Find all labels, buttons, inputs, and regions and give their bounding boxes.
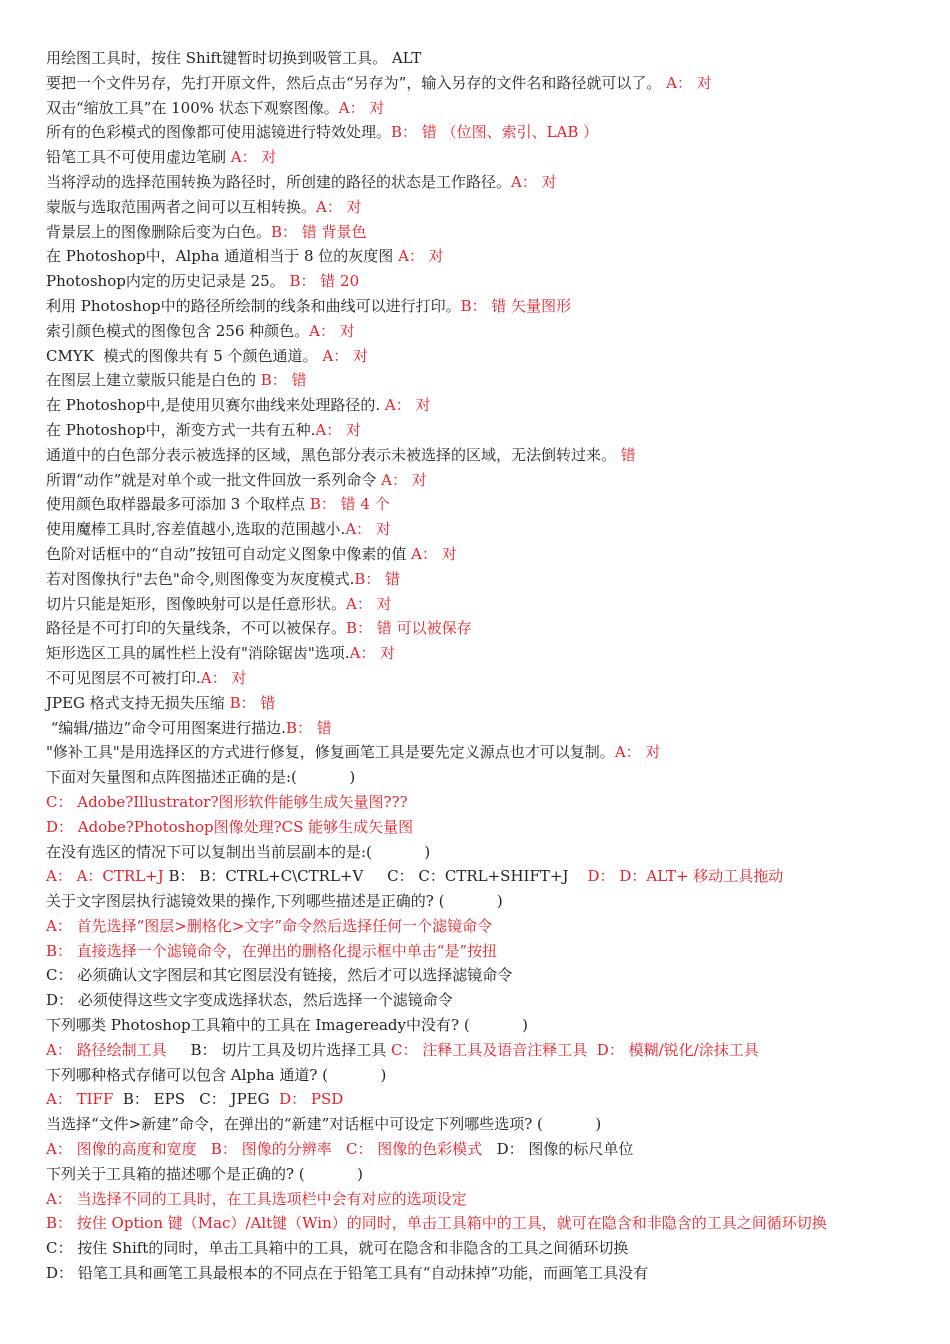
answer-text: B： 错 可以被保存 [346,619,472,638]
answer-text: B： 错 4 个 [309,495,390,514]
question-text: 背景层上的图像删除后变为白色。 [46,222,272,241]
answer-text: A： 对 [346,594,392,613]
answer-text: B： 错 [229,693,276,712]
question-text: 双击“缩放工具”在 100% 状态下观察图像。 [46,98,339,117]
text-line [46,666,926,691]
answer-text: C： 注释工具及语音注释工具 D： 模糊/锐化/涂抹工具 [391,1040,759,1059]
text-line [46,1038,926,1063]
answer-text: B： 错 （位图、索引、LAB ） [391,123,599,142]
question-text: 在图层上建立蒙版只能是白色的 [46,371,261,390]
text-line [46,1137,926,1162]
text-line [46,790,926,815]
text-line [46,46,926,71]
question-text: C： 必须确认文字图层和其它图层没有链接，然后才可以选择滤镜命令 [46,966,513,985]
document-page [46,46,926,1286]
question-text: D： 图像的标尺单位 [496,1140,634,1159]
text-line [46,1013,926,1038]
question-text: 当选择“文件>新建”命令，在弹出的“新建”对话框中可设定下列哪些选项? ( ) [46,1115,602,1134]
text-line [46,1187,926,1212]
question-text: “编辑/描边”命令可用图案进行描边. [46,718,286,737]
question-text: 下面对矢量图和点阵图描述正确的是:( ) [46,768,356,787]
text-line [46,815,926,840]
answer-text: A： 对 [338,98,385,117]
answer-text: A： 对 [349,644,396,663]
answer-text: B： 错 矢量图形 [460,296,572,315]
question-text: 下列关于工具箱的描述哪个是正确的? ( ) [46,1164,363,1183]
question-text: 要把一个文件另存，先打开原文件，然后点击“另存为”，输入另存的文件名和路径就可以了。 [46,73,667,92]
question-text: 若对图像执行"去色"命令,则图像变为灰度模式. [46,569,355,588]
answer-text: B： 错 [354,569,401,588]
answer-text: D： PSD [279,1090,344,1109]
text-line [46,691,926,716]
answer-text: A： 对 [511,172,557,191]
text-line [46,344,926,369]
answer-text: B： 直接选择一个滤镜命令，在弹出的删格化提示框中单击“是”按扭 [46,941,498,960]
text-line [46,294,926,319]
answer-text: D： D：ALT+ 移动工具拖动 [587,867,784,886]
question-text: 通道中的白色部分表示被选择的区域，黑色部分表示未被选择的区域，无法倒转过来。 [46,445,621,464]
question-text: 蒙版与选取范围两者之间可以互相转换。 [46,197,317,216]
text-line [46,468,926,493]
answer-text: B： 错 20 [289,272,360,291]
text-line [46,963,926,988]
text-line [46,1162,926,1187]
answer-text: A： 对 [200,668,247,687]
answer-text: A： 对 [614,743,661,762]
text-line [46,1112,926,1137]
question-text: 利用 Photoshop中的路径所绘制的线条和曲线可以进行打印。 [46,296,461,315]
answer-text: A： TIFF [46,1090,123,1109]
text-line [46,71,926,96]
text-line [46,220,926,245]
text-line [46,567,926,592]
answer-text: A： 对 [381,470,427,489]
question-text: B： EPS C： JPEG [122,1090,280,1109]
question-text: "修补工具"是用选择区的方式进行修复，修复画笔工具是要先定义源点也才可以复制。 [46,743,615,762]
text-line [46,269,926,294]
text-line [46,988,926,1013]
question-text: Photoshop内定的历史记录是 25。 [46,272,290,291]
question-text: C： 按住 Shift的同时，单击工具箱中的工具，就可在隐含和非隐含的工具之间循环切换 [46,1239,629,1258]
question-text: 不可见图层不可被打印. [46,668,201,687]
question-text: 色阶对话框中的“自动”按钮可自动定义图象中像素的值 [46,544,412,563]
question-text: 在 Photoshop中,是使用贝赛尔曲线来处理路径的. [46,396,385,415]
text-line [46,641,926,666]
answer-text: A： 对 [345,520,391,539]
question-text: 在 Photoshop中，Alpha 通道相当于 8 位的灰度图 [46,247,399,266]
text-line [46,145,926,170]
answer-text: A： 对 [322,346,368,365]
text-line [46,592,926,617]
answer-text: A： 对 [398,247,444,266]
text-line [46,517,926,542]
question-text: D： 铅笔工具和画笔工具最根本的不同点在于铅笔工具有“自动抹掉”功能，而画笔工具没有 [46,1264,649,1283]
question-text: 使用颜色取样器最多可添加 3 个取样点 [46,495,310,514]
question-text: JPEG 格式支持无损失压缩 [46,693,230,712]
question-text: 关于文字图层执行滤镜效果的操作,下列哪些描述是正确的? ( ) [46,892,503,911]
answer-text: A： 对 [315,420,361,439]
text-line [46,1087,926,1112]
answer-text: A： 图像的高度和宽度 B： 图像的分辨率 C： 图像的色彩模式 [46,1140,497,1159]
text-line [46,616,926,641]
answer-text: 错 [620,445,636,464]
question-text: CMYK 模式的图像共有 5 个颜色通道。 [46,346,323,365]
question-text: B： B：CTRL+C\CTRL+V C： C：CTRL+SHIFT+J [168,867,588,886]
text-line [46,914,926,939]
text-line [46,195,926,220]
answer-text: A： 对 [411,544,457,563]
text-line [46,864,926,889]
text-line [46,393,926,418]
answer-text: B： 按住 Option 键（Mac）/Alt键（Win）的同时，单击工具箱中的工具，就可在隐含和非隐含的工具之间循环切换 [46,1214,827,1233]
text-line [46,939,926,964]
answer-text: A： 对 [230,148,277,167]
question-text: 使用魔棒工具时,容差值越小,选取的范围越小. [46,520,346,539]
question-text: D： 必须使得这些文字变成选择状态，然后选择一个滤镜命令 [46,991,453,1010]
question-text: 铅笔工具不可使用虚边笔刷 [46,148,231,167]
answer-text: C： Adobe?Illustrator?图形软件能够生成矢量图??? [46,792,408,811]
question-text: 索引颜色模式的图像包含 256 种颜色。 [46,321,310,340]
question-text: 用绘图工具时，按住 Shift键暂时切换到吸管工具。 ALT [46,49,422,67]
question-text: 所谓“动作”就是对单个或一批文件回放一系列命令 [46,470,382,489]
text-line [46,418,926,443]
question-text: 在 Photoshop中，渐变方式一共有五种. [46,420,316,439]
question-text: 切片只能是矩形，图像映射可以是任意形状。 [46,594,347,613]
text-line [46,765,926,790]
answer-text: A： 对 [666,73,712,92]
question-text: 路径是不可打印的矢量线条，不可以被保存。 [46,619,347,638]
answer-text: A： 路径绘制工具 [46,1040,181,1059]
answer-text: A： A：CTRL+J [46,867,169,886]
text-line [46,120,926,145]
answer-text: B： 错 背景色 [271,222,367,241]
text-line [46,1236,926,1261]
text-line [46,542,926,567]
text-line [46,716,926,741]
text-line [46,244,926,269]
answer-text: D： Adobe?Photoshop图像处理?CS 能够生成矢量图 [46,817,414,836]
question-text: 当将浮动的选择范围转换为路径时，所创建的路径的状态是工作路径。 [46,172,512,191]
text-line [46,1261,926,1286]
answer-text: A： 对 [316,197,362,216]
question-text: 下列哪种格式存储可以包含 Alpha 通道? ( ) [46,1065,387,1084]
text-line [46,740,926,765]
question-text: 矩形选区工具的属性栏上没有"消除锯齿"选项. [46,644,350,663]
text-line [46,368,926,393]
answer-text: A： 对 [384,396,431,415]
text-line [46,1063,926,1088]
text-line [46,443,926,468]
text-line [46,492,926,517]
text-line [46,1211,926,1236]
text-line [46,96,926,121]
answer-text: B： 错 [285,718,332,737]
answer-text: A： 当选择不同的工具时，在工具选项栏中会有对应的选项设定 [46,1189,467,1208]
question-text: 所有的色彩模式的图像都可使用滤镜进行特效处理。 [46,123,392,142]
answer-text: A： 对 [309,321,355,340]
text-line [46,889,926,914]
question-text: B： 切片工具及切片选择工具 [180,1040,392,1059]
answer-text: A： 首先选择“图层>删格化>文字”命令然后选择任何一个滤镜命令 [46,916,493,935]
question-text: 下列哪类 Photoshop工具箱中的工具在 Imageready中没有? ( ) [46,1016,528,1035]
answer-text: B： 错 [260,371,307,390]
question-text: 在没有选区的情况下可以复制出当前层副本的是:( ) [46,842,431,861]
text-line [46,319,926,344]
text-line [46,840,926,865]
text-line [46,170,926,195]
